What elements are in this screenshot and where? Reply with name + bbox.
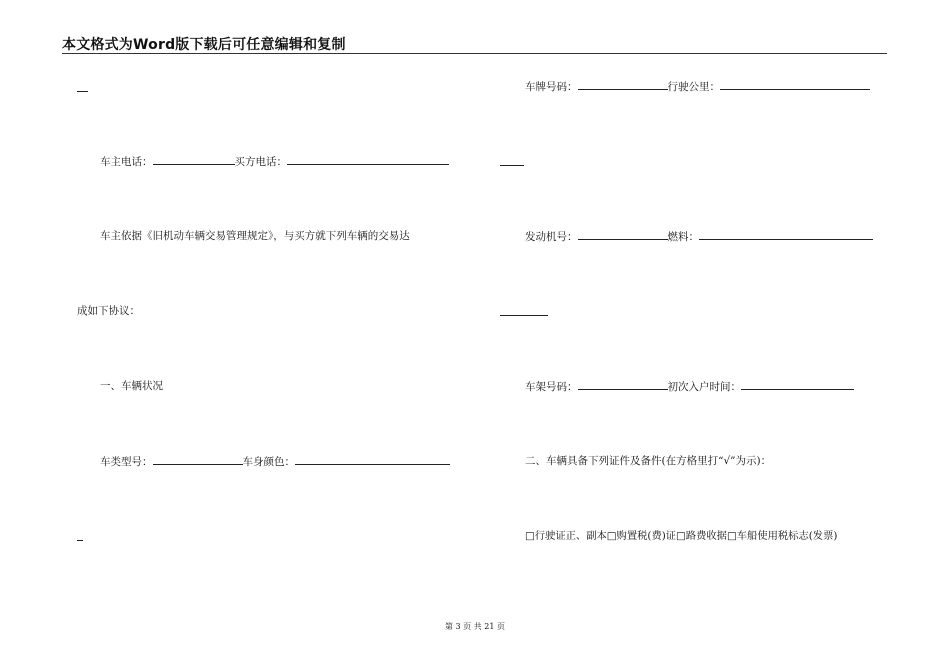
body-color-label: 车身颜色： (242, 456, 295, 468)
vehicle-model-row (100, 454, 450, 469)
frame-registration-row (525, 379, 854, 394)
agreement-text-line-2: 成如下协议： (77, 305, 140, 317)
section-1-heading: 一、车辆状况 (100, 380, 163, 392)
registration-date-label: 初次入户时间： (667, 381, 741, 393)
frame-number-blank (578, 379, 668, 390)
vehicle-model-label: 车类型号： (100, 456, 153, 468)
registration-date-blank (741, 379, 854, 390)
section-2-heading: 二、车辆具备下列证件及备件(在方格里打“√”为示)： (525, 455, 772, 467)
buyer-phone-label: 买方电话： (234, 156, 287, 168)
engine-fuel-row (525, 229, 873, 244)
owner-phone-label: 车主电话： (100, 156, 153, 168)
fuel-blank (699, 229, 873, 240)
blank-line-continuation (500, 315, 548, 316)
vehicle-model-blank (153, 454, 243, 465)
plate-mileage-row (525, 79, 870, 94)
owner-phone-blank (153, 154, 235, 165)
document-header-title: 本文格式为Word版下载后可任意编辑和复制 (62, 37, 346, 53)
header-divider (62, 53, 887, 54)
frame-number-label: 车架号码： (525, 381, 578, 393)
plate-number-blank (578, 79, 668, 90)
blank-line-continuation (500, 165, 524, 166)
blank-line-fragment (77, 540, 83, 541)
plate-number-label: 车牌号码： (525, 81, 578, 93)
blank-line-fragment (77, 91, 88, 92)
buyer-phone-blank (287, 154, 449, 165)
body-color-blank (295, 454, 450, 465)
agreement-text-line-1: 车主依据《旧机动车辆交易管理规定》，与买方就下列车辆的交易达 (100, 230, 410, 242)
owner-phone-row (100, 154, 449, 169)
mileage-label: 行驶公里： (667, 81, 720, 93)
page-number: 第 3 页 共 21 页 (445, 622, 505, 631)
mileage-blank (720, 79, 870, 90)
engine-number-label: 发动机号： (525, 231, 578, 243)
documents-checklist: □行驶证正、副本□购置税(费)证□路费收据□车船使用税标志(发票) (525, 530, 838, 542)
engine-number-blank (578, 229, 668, 240)
fuel-label: 燃料： (667, 231, 699, 243)
